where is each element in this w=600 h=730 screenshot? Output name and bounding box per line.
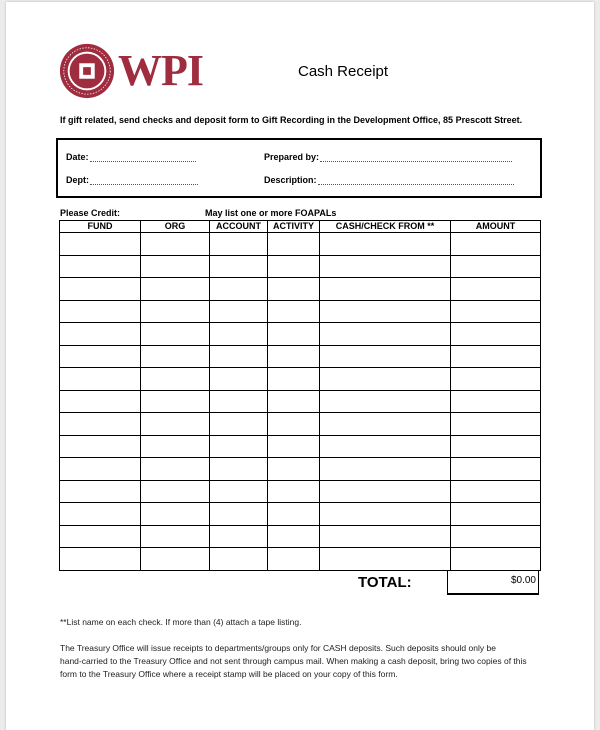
cell-fund[interactable] <box>60 300 141 323</box>
table-row <box>60 413 541 436</box>
table-body <box>60 233 541 571</box>
description-label: Description: <box>264 175 317 185</box>
cell-amount[interactable] <box>451 255 541 278</box>
cell-activity[interactable] <box>268 390 320 413</box>
cell-activity[interactable] <box>268 368 320 391</box>
cell-activity[interactable] <box>268 413 320 436</box>
cell-cash-check-from[interactable] <box>320 480 451 503</box>
description-field[interactable] <box>264 175 514 185</box>
cell-amount[interactable] <box>451 458 541 481</box>
cell-fund[interactable] <box>60 278 141 301</box>
cell-activity[interactable] <box>268 503 320 526</box>
dept-label: Dept: <box>66 175 89 185</box>
cell-org[interactable] <box>141 300 210 323</box>
cell-org[interactable] <box>141 458 210 481</box>
cell-fund[interactable] <box>60 255 141 278</box>
date-field[interactable] <box>66 152 196 162</box>
cell-amount[interactable] <box>451 368 541 391</box>
cell-account[interactable] <box>210 458 268 481</box>
cell-amount[interactable] <box>451 278 541 301</box>
cell-account[interactable] <box>210 503 268 526</box>
cell-account[interactable] <box>210 368 268 391</box>
instruction-text: If gift related, send checks and deposit form to Gift Recording in the Development Office, 85 Prescott Street. <box>60 115 523 125</box>
prepared-by-input-line[interactable] <box>320 153 512 162</box>
cell-account[interactable] <box>210 413 268 436</box>
cell-amount[interactable] <box>451 300 541 323</box>
cell-amount[interactable] <box>451 548 541 571</box>
column-header-amount: AMOUNT <box>451 221 541 233</box>
cell-activity[interactable] <box>268 458 320 481</box>
cell-activity[interactable] <box>268 323 320 346</box>
cell-cash-check-from[interactable] <box>320 233 451 256</box>
treasury-note-line-1: The Treasury Office will issue receipts to departments/groups only for CASH deposits. Such deposits should only be <box>60 643 496 653</box>
column-header-cash-check-from: CASH/CHECK FROM ** <box>320 221 451 233</box>
cell-cash-check-from[interactable] <box>320 390 451 413</box>
wpi-seal-icon <box>58 42 116 100</box>
cell-cash-check-from[interactable] <box>320 548 451 571</box>
cell-fund[interactable] <box>60 390 141 413</box>
prepared-by-field[interactable] <box>264 152 512 162</box>
table-row <box>60 480 541 503</box>
cell-org[interactable] <box>141 368 210 391</box>
column-header-fund: FUND <box>60 221 141 233</box>
cell-cash-check-from[interactable] <box>320 323 451 346</box>
cell-cash-check-from[interactable] <box>320 278 451 301</box>
cell-activity[interactable] <box>268 233 320 256</box>
cell-fund[interactable] <box>60 480 141 503</box>
cell-fund[interactable] <box>60 548 141 571</box>
description-input-line[interactable] <box>318 176 514 185</box>
cell-account[interactable] <box>210 278 268 301</box>
cell-org[interactable] <box>141 323 210 346</box>
dept-input-line[interactable] <box>90 176 198 185</box>
wpi-logo <box>58 42 203 100</box>
cell-cash-check-from[interactable] <box>320 300 451 323</box>
table-row <box>60 548 541 571</box>
cell-amount[interactable] <box>451 525 541 548</box>
foapal-note: May list one or more FOAPALs <box>205 208 337 218</box>
cell-amount[interactable] <box>451 435 541 458</box>
table-row <box>60 323 541 346</box>
total-label: TOTAL: <box>358 574 412 591</box>
cell-activity[interactable] <box>268 278 320 301</box>
cell-amount[interactable] <box>451 233 541 256</box>
cell-cash-check-from[interactable] <box>320 368 451 391</box>
total-amount-value: $0.00 <box>510 575 536 586</box>
list-name-footnote: **List name on each check. If more than (4) attach a tape listing. <box>60 617 302 627</box>
table-row <box>60 300 541 323</box>
table-row <box>60 233 541 256</box>
cell-org[interactable] <box>141 435 210 458</box>
cell-amount[interactable] <box>451 323 541 346</box>
cell-account[interactable] <box>210 233 268 256</box>
cell-activity[interactable] <box>268 300 320 323</box>
table-row <box>60 503 541 526</box>
cell-amount[interactable] <box>451 503 541 526</box>
cell-amount[interactable] <box>451 345 541 368</box>
cell-activity[interactable] <box>268 345 320 368</box>
treasury-note-line-3: form to the Treasury Office where a receipt stamp will be placed on your copy of this form. <box>60 669 398 679</box>
cell-fund[interactable] <box>60 435 141 458</box>
cell-org[interactable] <box>141 233 210 256</box>
column-header-account: ACCOUNT <box>210 221 268 233</box>
cell-account[interactable] <box>210 525 268 548</box>
date-label: Date: <box>66 152 89 162</box>
table-row <box>60 278 541 301</box>
cell-org[interactable] <box>141 345 210 368</box>
cell-cash-check-from[interactable] <box>320 345 451 368</box>
column-header-org: ORG <box>141 221 210 233</box>
cell-fund[interactable] <box>60 413 141 436</box>
column-header-activity: ACTIVITY <box>268 221 320 233</box>
cell-account[interactable] <box>210 323 268 346</box>
table-row <box>60 368 541 391</box>
table-row <box>60 525 541 548</box>
treasury-note-line-2: hand-carried to the Treasury Office and not sent through campus mail. When making a cash deposit, bring two copies of this <box>60 656 527 666</box>
cell-fund[interactable] <box>60 345 141 368</box>
please-credit-label: Please Credit: <box>60 208 121 218</box>
cell-org[interactable] <box>141 525 210 548</box>
cell-cash-check-from[interactable] <box>320 435 451 458</box>
cell-org[interactable] <box>141 548 210 571</box>
document-page <box>6 2 594 730</box>
cell-fund[interactable] <box>60 233 141 256</box>
info-box <box>56 138 542 198</box>
prepared-by-label: Prepared by: <box>264 152 320 162</box>
cell-amount[interactable] <box>451 390 541 413</box>
foapal-table <box>59 220 541 571</box>
cell-cash-check-from[interactable] <box>320 255 451 278</box>
cell-cash-check-from[interactable] <box>320 458 451 481</box>
cell-cash-check-from[interactable] <box>320 525 451 548</box>
cell-activity[interactable] <box>268 435 320 458</box>
table-row <box>60 435 541 458</box>
cell-org[interactable] <box>141 278 210 301</box>
cell-activity[interactable] <box>268 548 320 571</box>
cell-org[interactable] <box>141 413 210 436</box>
cell-fund[interactable] <box>60 368 141 391</box>
cell-account[interactable] <box>210 435 268 458</box>
cell-amount[interactable] <box>451 413 541 436</box>
cell-account[interactable] <box>210 345 268 368</box>
date-input-line[interactable] <box>90 153 196 162</box>
cell-org[interactable] <box>141 503 210 526</box>
cell-cash-check-from[interactable] <box>320 413 451 436</box>
logo-wordmark: WPI <box>118 46 203 95</box>
table-row <box>60 255 541 278</box>
cell-fund[interactable] <box>60 323 141 346</box>
cell-fund[interactable] <box>60 525 141 548</box>
cell-account[interactable] <box>210 390 268 413</box>
cell-org[interactable] <box>141 480 210 503</box>
cell-activity[interactable] <box>268 480 320 503</box>
cell-activity[interactable] <box>268 255 320 278</box>
cell-amount[interactable] <box>451 480 541 503</box>
page-title: Cash Receipt <box>298 63 389 80</box>
cell-account[interactable] <box>210 300 268 323</box>
table-header-row <box>60 221 541 233</box>
cell-account[interactable] <box>210 255 268 278</box>
table-row <box>60 390 541 413</box>
cell-fund[interactable] <box>60 503 141 526</box>
total-amount-box <box>447 570 539 595</box>
cell-fund[interactable] <box>60 458 141 481</box>
cell-account[interactable] <box>210 480 268 503</box>
cell-account[interactable] <box>210 548 268 571</box>
table-row <box>60 458 541 481</box>
cell-org[interactable] <box>141 390 210 413</box>
cell-activity[interactable] <box>268 525 320 548</box>
cell-org[interactable] <box>141 255 210 278</box>
table-row <box>60 345 541 368</box>
dept-field[interactable] <box>66 175 198 185</box>
cell-cash-check-from[interactable] <box>320 503 451 526</box>
